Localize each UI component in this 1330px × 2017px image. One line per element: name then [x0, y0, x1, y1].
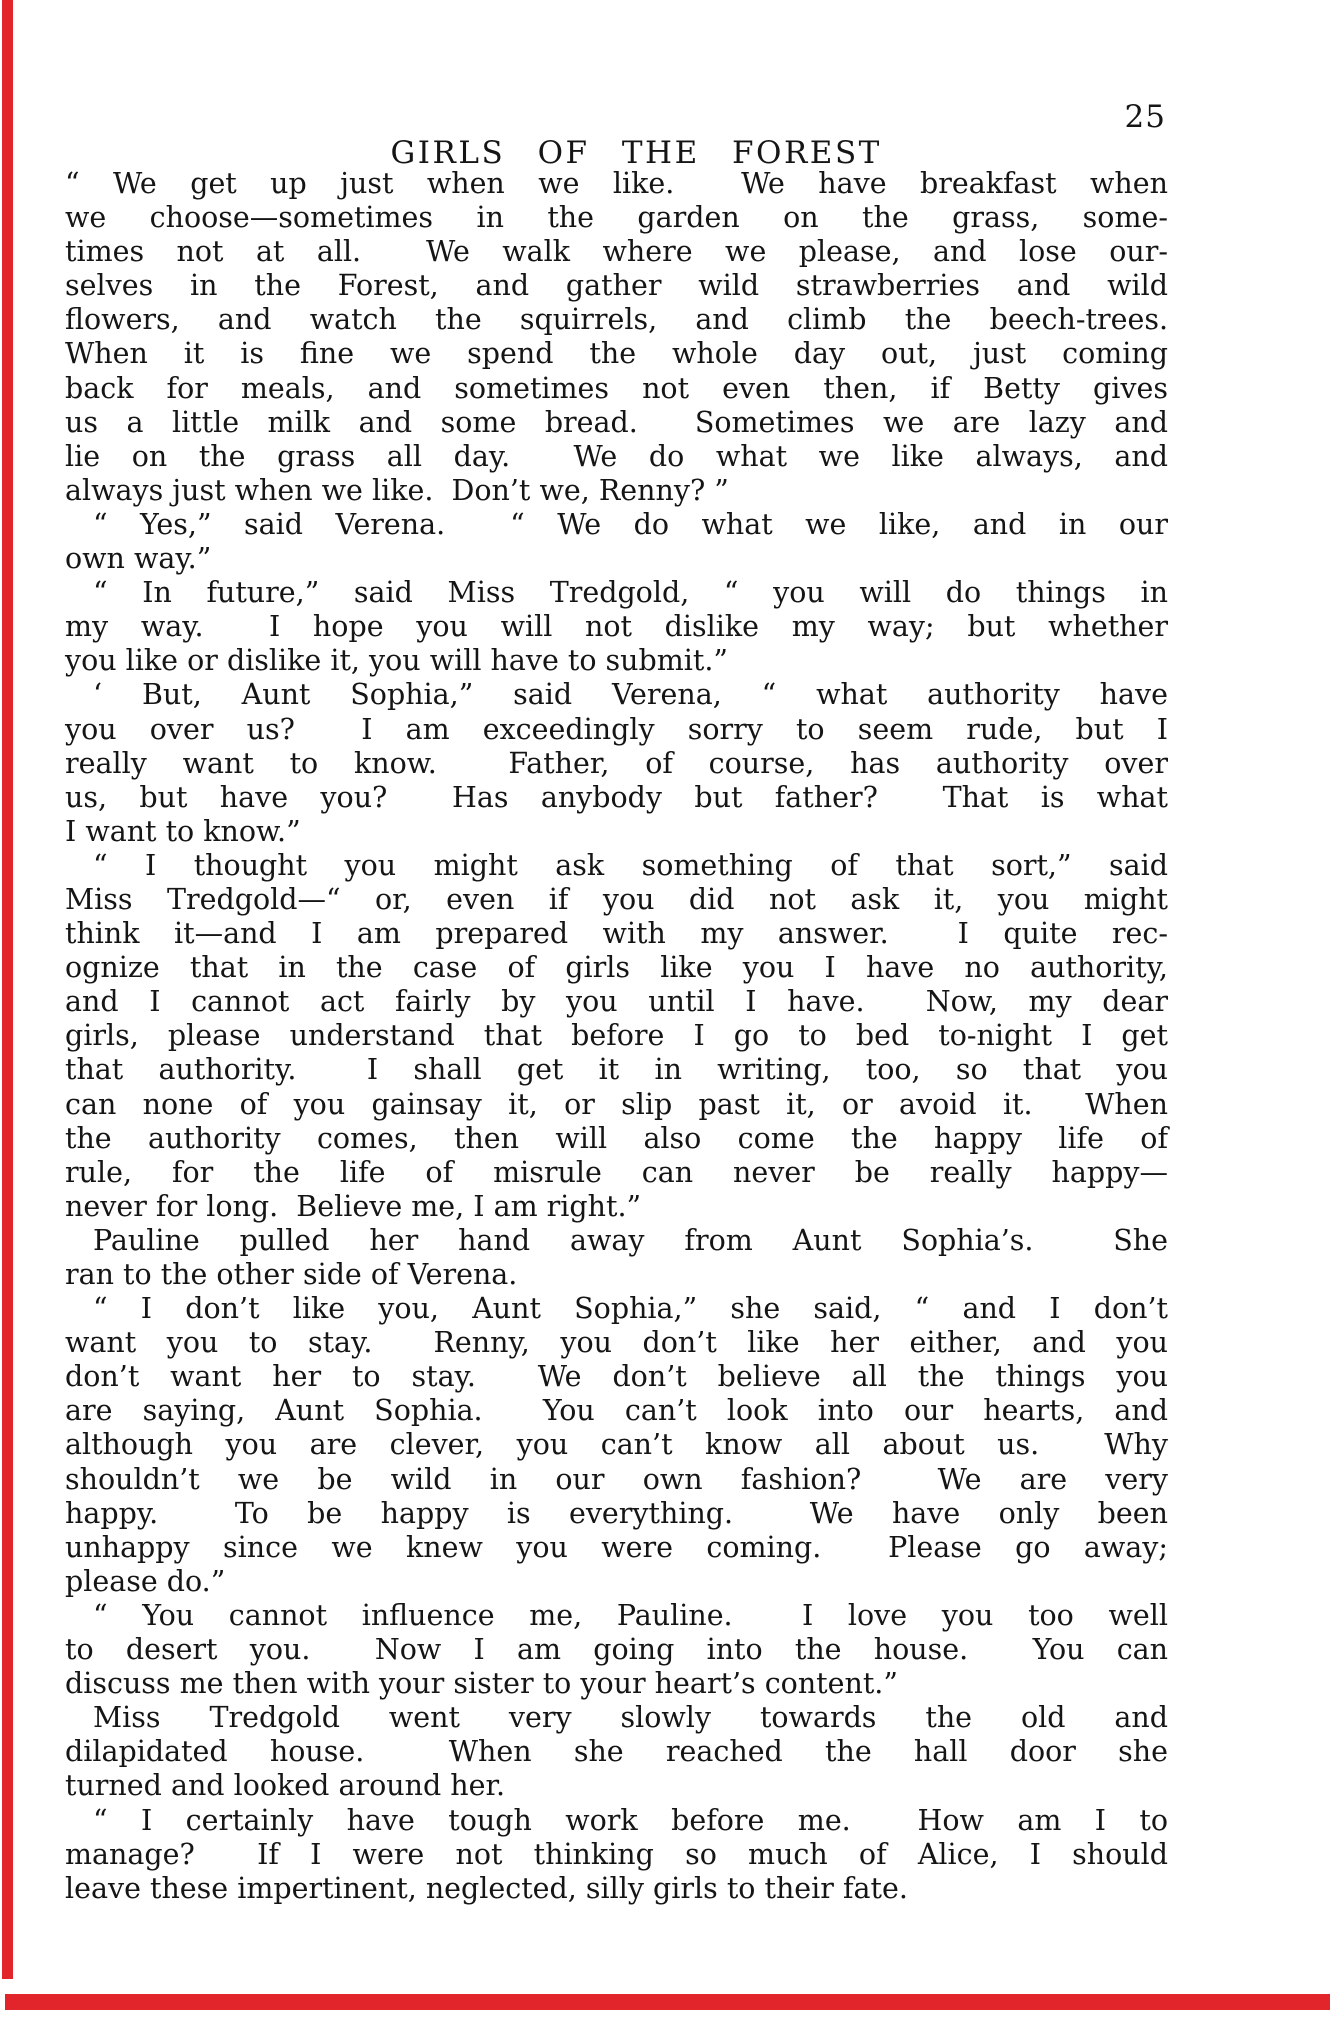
text-line: shouldn’t we be wild in our own fashion? We are very	[65, 1462, 1168, 1496]
text-line: please do.”	[65, 1564, 226, 1598]
text-line: ran to the other side of Verena.	[65, 1258, 518, 1291]
text-line: and I cannot act fairly by you until I have. Now, my dear	[65, 985, 1168, 1019]
paragraph	[65, 678, 1168, 848]
text-line: Pauline pulled her hand away from Aunt Sophia’s. She	[93, 1223, 1168, 1257]
text-line: that authority. I shall get it in writing, too, so that you	[65, 1053, 1168, 1087]
running-header	[65, 99, 1168, 171]
text-line: think it—and I am prepared with my answer. I quite rec-	[65, 917, 1168, 951]
text-line: When it is fine we spend the whole day out, just coming	[65, 337, 1168, 371]
text-line: can none of you gainsay it, or slip past it, or avoid it. When	[65, 1087, 1168, 1121]
text-line: ‘ But, Aunt Sophia,” said Verena, “ what authority have	[93, 678, 1168, 712]
text-line: “ Yes,” said Verena. “ We do what we like, and in our	[93, 507, 1168, 541]
text-line: “ I thought you might ask something of that sort,” said	[93, 848, 1168, 882]
scan-edge-bottom	[5, 1994, 1330, 2010]
paragraph	[65, 1804, 1168, 1906]
page-body	[65, 167, 1168, 1906]
text-line: you like or dislike it, you will have to submit.”	[65, 644, 729, 678]
text-line: really want to know. Father, of course, has authority over	[65, 746, 1168, 780]
paragraph	[65, 1701, 1168, 1803]
text-line: girls, please understand that before I go to bed to-night I get	[65, 1019, 1168, 1053]
text-line: selves in the Forest, and gather wild strawberries and wild	[65, 269, 1168, 303]
text-line: dilapidated house. When she reached the hall door she	[65, 1735, 1168, 1769]
text-line: discuss me then with your sister to your heart’s content.”	[65, 1667, 898, 1701]
paragraph	[65, 1292, 1168, 1599]
paragraph	[65, 576, 1168, 678]
text-line: back for meals, and sometimes not even then, if Betty gives	[65, 371, 1168, 405]
text-line: unhappy since we knew you were coming. Please go away;	[65, 1530, 1168, 1564]
text-line: I want to know.”	[65, 814, 301, 848]
text-line: rule, for the life of misrule can never be really happy—	[65, 1155, 1168, 1189]
text-line: manage? If I were not thinking so much of Alice, I should	[65, 1837, 1168, 1871]
scan-edge-left	[2, 0, 13, 1979]
text-line: Miss Tredgold went very slowly towards the old and	[93, 1701, 1168, 1735]
text-line: “ I don’t like you, Aunt Sophia,” she said, “ and I don’t	[93, 1292, 1168, 1326]
page-title: GIRLS OF THE FOREST	[390, 135, 882, 171]
text-line: the authority comes, then will also come the happy life of	[65, 1121, 1168, 1155]
paragraph	[65, 167, 1168, 508]
paragraph	[65, 508, 1168, 576]
text-line: turned and looked around her.	[65, 1769, 506, 1803]
text-line: Miss Tredgold—“ or, even if you did not ask it, you might	[65, 882, 1168, 916]
text-line: us, but have you? Has anybody but father? That is what	[65, 780, 1168, 814]
page-number: 25	[1124, 99, 1166, 135]
text-line: leave these impertinent, neglected, silly girls to their fate.	[65, 1871, 908, 1905]
text-line: own way.”	[65, 542, 212, 576]
text-line: us a little milk and some bread. Sometimes we are lazy and	[65, 405, 1168, 439]
text-line: ognize that in the case of girls like you I have no authority,	[65, 951, 1168, 985]
text-line: always just when we like. Don’t we, Renny? ”	[65, 473, 729, 507]
text-line: lie on the grass all day. We do what we like always, and	[65, 439, 1168, 473]
paragraph	[65, 1224, 1168, 1292]
paragraph	[65, 849, 1168, 1224]
text-line: times not at all. We walk where we please, and lose our-	[65, 235, 1168, 269]
paragraph	[65, 1599, 1168, 1701]
text-line: want you to stay. Renny, you don’t like her either, and you	[65, 1326, 1168, 1360]
text-line: never for long. Believe me, I am right.”	[65, 1189, 642, 1223]
text-line: to desert you. Now I am going into the house. You can	[65, 1633, 1168, 1667]
text-line: flowers, and watch the squirrels, and climb the beech-trees.	[65, 303, 1168, 337]
text-line: we choose—sometimes in the garden on the grass, some-	[65, 201, 1168, 235]
text-line: although you are clever, you can’t know all about us. Why	[65, 1428, 1168, 1462]
text-line: my way. I hope you will not dislike my way; but whether	[65, 610, 1168, 644]
text-line: happy. To be happy is everything. We have only been	[65, 1496, 1168, 1530]
text-line: don’t want her to stay. We don’t believe all the things you	[65, 1360, 1168, 1394]
text-line: “ You cannot influence me, Pauline. I love you too well	[93, 1598, 1168, 1632]
text-line: “ I certainly have tough work before me. How am I to	[93, 1803, 1168, 1837]
text-line: “ We get up just when we like. We have breakfast when	[65, 167, 1168, 200]
text-line: “ In future,” said Miss Tredgold, “ you will do things in	[93, 576, 1168, 610]
text-line: are saying, Aunt Sophia. You can’t look into our hearts, and	[65, 1394, 1168, 1428]
text-line: you over us? I am exceedingly sorry to seem rude, but I	[65, 712, 1168, 746]
